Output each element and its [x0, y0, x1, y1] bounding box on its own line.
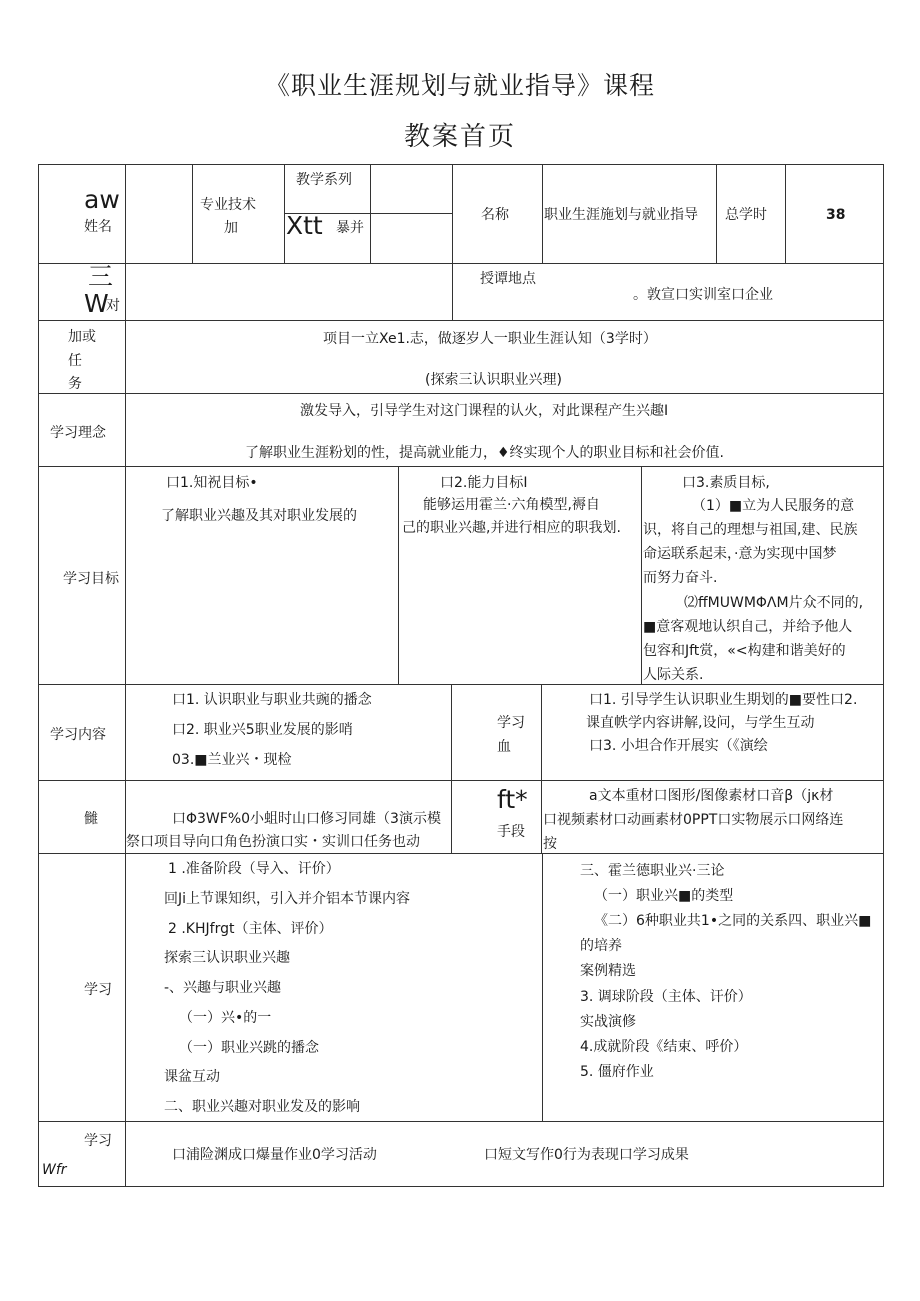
process-left-line: 1 .准备阶段（导入、讦价）: [168, 861, 340, 877]
quality-objective-line: ⑵ffMUWMΦΛM片众不同的,: [684, 595, 864, 611]
total-hours-value: 38: [826, 207, 846, 223]
process-right-line: 3. 调球阶段（主体、讦价）: [580, 989, 752, 1005]
teaching-place-value: 。敦宣口实训室口企业: [633, 287, 773, 303]
document-title: 《职业生涯规划与就业指导》课程: [264, 71, 655, 100]
learning-content-item: 口2. 职业兴5职业发展的影哨: [172, 722, 353, 738]
row2-label-dui: 对: [106, 298, 120, 314]
course-name-value: 职业生涯施划与就业指导: [544, 207, 698, 223]
quality-objective-line: 命运联系起耒，·意为实现中国梦: [643, 546, 837, 562]
quality-objective-title: 口3.素质目标,: [682, 475, 770, 491]
process-left-line: 2 .KHJfrgt（主体、评价）: [168, 921, 333, 937]
means-glyph: ft*: [497, 785, 528, 814]
means-label: 手段: [497, 824, 525, 840]
task-label-1: 加或: [68, 329, 96, 345]
learning-objectives-label: 学习目标: [63, 571, 119, 587]
teaching-means-line-1: a文本重材口图形/图像素材口音β（jκ材: [589, 788, 834, 804]
document-subtitle: 教案首页: [403, 122, 516, 152]
process-right-line: （一）职业兴■的类型: [594, 888, 734, 904]
process-right-line: 三、霍兰德职业兴·三论: [580, 863, 725, 879]
learning-concept-line-1: 激发导入，引导学生对这门课程的认火，对此课程产生兴趣I: [300, 403, 669, 419]
process-left-line: 回Ji上节课知织，引入并介铝本节课内容: [164, 891, 411, 907]
major-label: 专业技术: [200, 197, 256, 213]
learning-concept-line-2: 了解职业生涯粉划的性，提高就业能力，♦终实现个人的职业目标和社会价值.: [245, 445, 724, 461]
xtt-glyph: Xtt: [286, 211, 323, 240]
process-left-line: （一）兴•的一: [179, 1010, 272, 1026]
learning-content-item: 03.■兰业兴・现检: [172, 752, 292, 768]
name-label: 姓名: [84, 219, 112, 235]
quality-objective-line: 识，将自己的理想与祖国,建、民族: [643, 522, 858, 538]
row2-label-w: W: [84, 289, 109, 318]
assessment-options-right: 口短文写作0行为表现口学习成果: [484, 1147, 689, 1163]
process-right-line: 4.成就阶段《结束、呼价）: [580, 1039, 748, 1055]
quality-objective-line: 包容和Jft赏，«<构建和谐美好的: [643, 643, 846, 659]
learning-method-line-2: 课直帙学内容讲解,设问，与学生互动: [586, 715, 815, 731]
teaching-place-label: 授谭地点: [480, 271, 536, 287]
aw-glyph: aw: [84, 185, 120, 214]
series-label: 教学系列: [296, 172, 352, 188]
process-right-line: 5. 僵府作业: [580, 1064, 654, 1080]
process-left-line: -、兴趣与职业兴趣: [164, 980, 282, 996]
ability-objective-title: 口2.能力目标I: [440, 475, 528, 491]
process-right-line: 《二）6种职业共1•之同的关系四、职业兴■: [594, 913, 872, 929]
process-left-line: 探索三认识职业兴趣: [164, 950, 290, 966]
process-left-line: 课盆互动: [164, 1069, 220, 1085]
quality-objective-line: 人际关系.: [643, 667, 704, 683]
ability-objective-line-1: 能够运用霍兰·六角模型,褥自: [423, 497, 600, 513]
ability-objective-line-2: 己的职业兴趣,并进行相应的职我划.: [402, 520, 621, 536]
task-label-3: 务: [68, 376, 82, 392]
total-hours-label: 总学时: [725, 207, 767, 223]
project-subtitle: (探索三认识职业兴理): [425, 372, 562, 388]
project-title: 项目一立Xe1.志，做逐岁人一职业生涯认知（3学时）: [323, 331, 657, 347]
teaching-means-line-2: 口视频素材口动画素材0PPT口实物展示口网络连: [543, 812, 844, 828]
major-label-2: 加: [224, 220, 238, 236]
learning-process-label: 学习: [84, 982, 112, 998]
row2-label-top: 三: [88, 262, 114, 291]
assessment-label-1: 学习: [84, 1133, 112, 1149]
quality-objective-line: （1）■立为人民服务的意: [692, 498, 855, 514]
row7-label: 雠: [84, 811, 98, 827]
process-left-line: 二、职业兴趣对职业发及的影响: [164, 1099, 360, 1115]
task-label-2: 任: [68, 353, 82, 369]
learning-method-line-3: 口3. 小坦合作开展实（《演绘: [589, 738, 768, 754]
learning-method-label-1: 学习: [497, 715, 525, 731]
learning-content-item: 口1. 认识职业与职业共豌的播念: [172, 692, 372, 708]
learning-concept-label: 学习理念: [50, 425, 106, 441]
quality-objective-line: 而努力奋斗.: [643, 570, 718, 586]
learning-content-label: 学习内容: [50, 727, 106, 743]
process-right-line: 案例精选: [580, 963, 636, 979]
learning-method-line-1: 口1. 引导学生认识职业生期划的■要性口2.: [589, 692, 858, 708]
teaching-method-line-1: 口Φ3WF%0小蛆时山口修习同雄（3演示模: [172, 811, 441, 827]
teaching-method-line-2: 祭口项目导向口角色扮演口实・实训口任务也动: [126, 834, 420, 850]
assessment-label-2: Wfr: [42, 1162, 67, 1178]
quality-objective-line: ■意客观地认织自己，并给予他人: [643, 619, 853, 635]
assessment-options-left: 口浦险渊成口爆量作业0学习活动: [172, 1147, 377, 1163]
process-right-line: 实战演修: [580, 1014, 636, 1030]
xtt-suffix: 暴并: [336, 220, 364, 236]
knowledge-objective-title: 口1.知祝目标•: [166, 475, 258, 491]
learning-method-label-2: 血: [497, 739, 511, 755]
course-name-label: 名称: [481, 207, 509, 223]
knowledge-objective-text: 了解职业兴趣及其对职业发展的: [161, 508, 357, 524]
process-left-line: （一）职业兴跳的播念: [179, 1040, 319, 1056]
process-right-line: 的培养: [580, 938, 622, 954]
teaching-means-line-3: 按: [543, 836, 557, 852]
